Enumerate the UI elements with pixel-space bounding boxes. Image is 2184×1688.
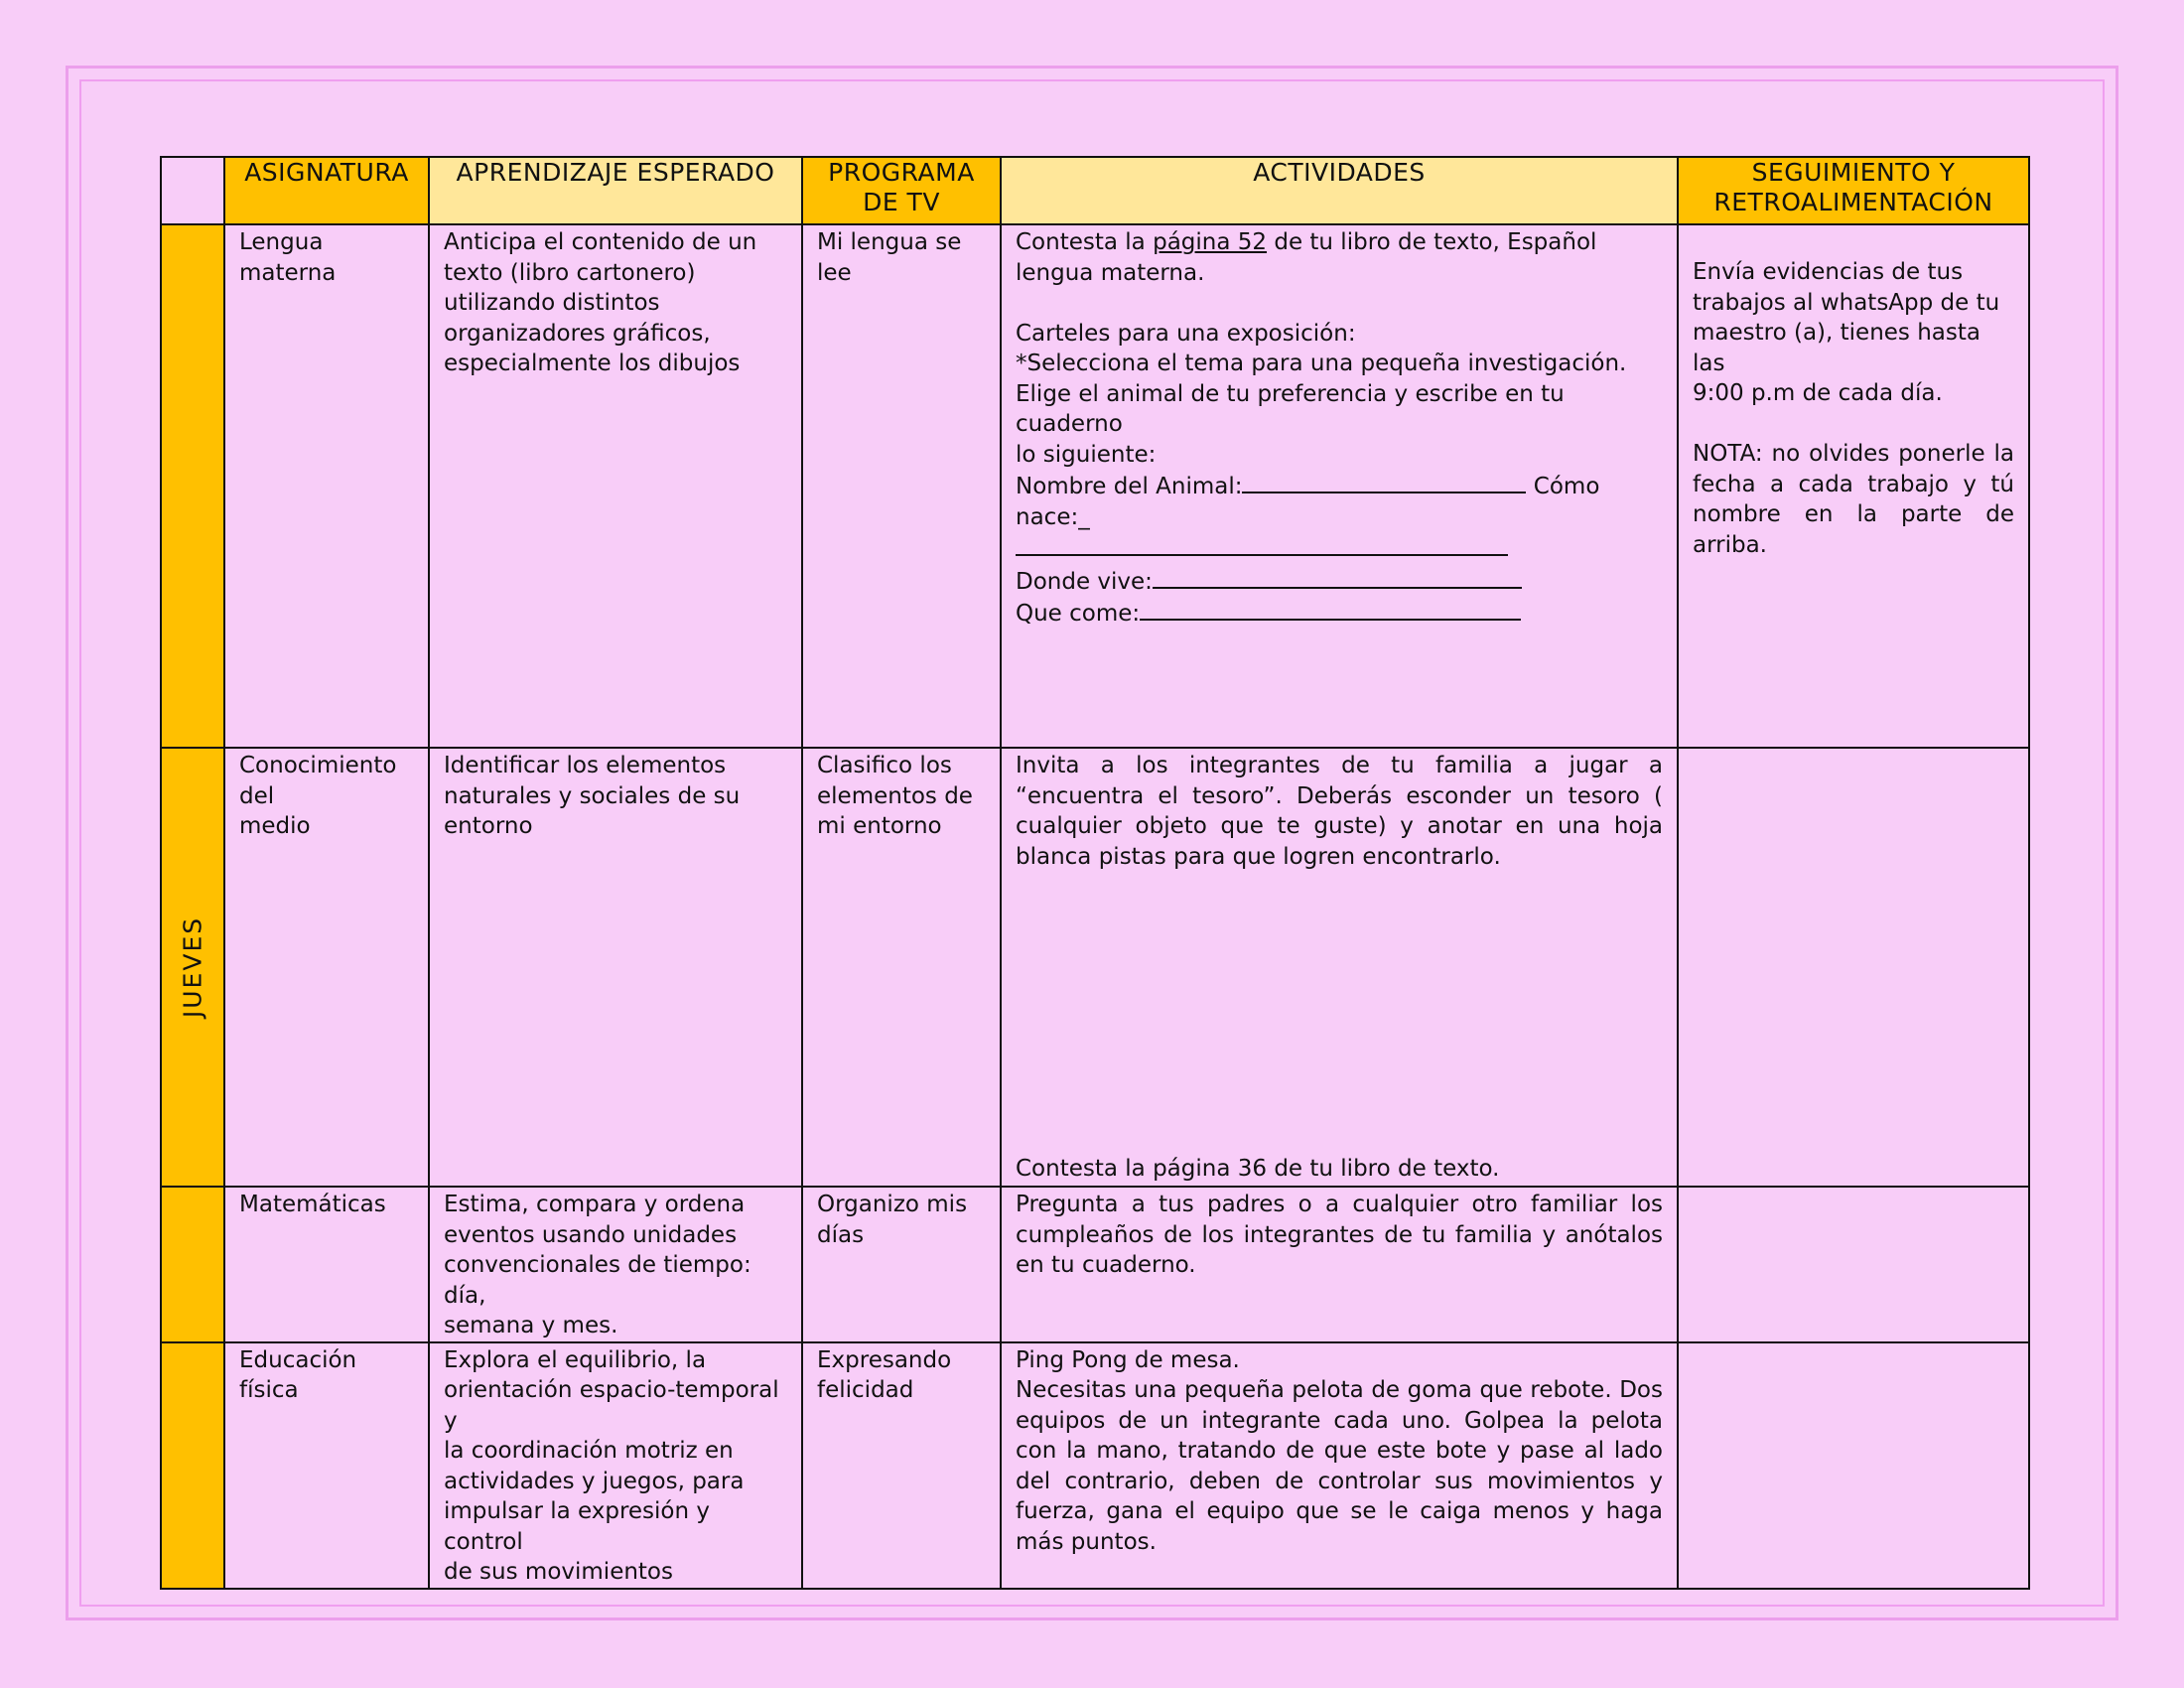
programa-cell <box>802 1187 1001 1342</box>
act-instructions: Carteles para una exposición: *Selecciona el tema para una pequeña investigación. Elige el animal de tu preferencia y escribe en tu cuaderno lo siguiente: <box>1016 320 1627 468</box>
asignatura-text: Educación física <box>239 1346 357 1403</box>
seguimiento-cell <box>1678 1187 2029 1342</box>
actividades-cell <box>1001 1342 1678 1589</box>
actividades-wrapper <box>1002 749 1677 1186</box>
actividades-page-reference: Contesta la página 36 de tu libro de texto. <box>1016 1155 1500 1182</box>
aprendizaje-text: Identificar los elementos naturales y sociales de su entorno <box>444 753 741 839</box>
actividades-cell <box>1001 1187 1678 1342</box>
actividades-cell <box>1001 224 1678 748</box>
seguimiento-instructions: Envía evidencias de tus trabajos al whatsApp de tu maestro (a), tienes hasta las 9:00 p.m de cada día. <box>1693 259 2000 406</box>
table-row <box>161 1187 2029 1342</box>
header-corner <box>161 157 224 224</box>
asignatura-cell <box>224 1187 429 1342</box>
actividades-text: Necesitas una pequeña pelota de goma que rebote. Dos equipos de un integrante cada uno. Golpea la pelota con la mano, tratando de que este bote y pase al lado del contrario, deben de controlar sus movimientos y fuerza, gana el equipo que se le caiga menos y haga más puntos. <box>1016 1377 1663 1555</box>
asignatura-cell <box>224 224 429 748</box>
field-label-come: Que come: <box>1016 601 1141 627</box>
fill-line <box>1016 532 1508 556</box>
table-row <box>161 1342 2029 1589</box>
aprendizaje-cell <box>429 1342 802 1589</box>
seguimiento-cell <box>1678 1342 2029 1589</box>
header-asignatura: ASIGNATURA <box>224 157 429 224</box>
day-column-cell <box>161 748 224 1187</box>
act-text: de tu libro de texto, Español lengua materna. <box>1016 229 1597 286</box>
actividades-cell <box>1001 748 1678 1187</box>
seguimiento-cell <box>1678 748 2029 1187</box>
table-row <box>161 748 2029 1187</box>
fill-line <box>1242 470 1526 493</box>
seguimiento-cell <box>1678 224 2029 748</box>
actividades-title: Ping Pong de mesa. <box>1016 1346 1240 1373</box>
day-column-cell <box>161 224 224 748</box>
programa-text: Expresando felicidad <box>817 1346 952 1403</box>
weekly-plan-table <box>160 156 2030 1590</box>
asignatura-text: Matemáticas <box>239 1192 386 1217</box>
asignatura-text: Conocimiento del medio <box>239 753 397 839</box>
aprendizaje-cell <box>429 748 802 1187</box>
header-actividades: ACTIVIDADES <box>1001 157 1678 224</box>
actividades-text: Invita a los integrantes de tu familia a jugar a “encuentra el tesoro”. Deberás esconder un tesoro ( cualquier objeto que te guste) y anotar en una hoja blanca pistas para que logren encontrarlo. <box>1016 753 1663 870</box>
table-row <box>161 224 2029 748</box>
programa-cell <box>802 748 1001 1187</box>
aprendizaje-text: Estima, compara y ordena eventos usando unidades convencionales de tiempo: día, semana y mes. <box>444 1192 751 1338</box>
fill-line <box>1140 597 1521 621</box>
aprendizaje-text: Explora el equilibrio, la orientación espacio-temporal y la coordinación motriz en actividades y juegos, para impulsar la expresión y control de sus movimientos <box>444 1346 779 1585</box>
programa-cell <box>802 224 1001 748</box>
field-label-nace: Cómo nace:_ <box>1016 474 1600 530</box>
header-row <box>161 157 2029 224</box>
programa-cell <box>802 1342 1001 1589</box>
day-column-cell <box>161 1342 224 1589</box>
asignatura-cell <box>224 1342 429 1589</box>
actividades-block <box>1002 1343 1677 1558</box>
act-text: Contesta la <box>1016 229 1154 255</box>
day-label: JUEVES <box>178 915 207 1019</box>
asignatura-text: Lengua materna <box>239 229 337 286</box>
programa-text: Organizo mis días <box>817 1192 968 1248</box>
header-programa: PROGRAMA DE TV <box>802 157 1001 224</box>
aprendizaje-cell <box>429 224 802 748</box>
field-label-vive: Donde vive: <box>1016 568 1153 595</box>
field-label-animal: Nombre del Animal: <box>1016 474 1243 499</box>
aprendizaje-text: Anticipa el contenido de un texto (libro cartonero) utilizando distintos organizadores gráficos, especialmente los dibujos <box>444 229 757 376</box>
programa-text: Clasifico los elementos de mi entorno <box>817 753 973 839</box>
fill-line <box>1153 565 1522 589</box>
aprendizaje-cell <box>429 1187 802 1342</box>
header-seguimiento: SEGUIMIENTO Y RETROALIMENTACIÓN <box>1678 157 2029 224</box>
actividades-text <box>1002 225 1677 630</box>
seguimiento-note: NOTA: no olvides ponerle la fecha a cada trabajo y tú nombre en la parte de arriba. <box>1693 441 2014 558</box>
page-reference: página 52 <box>1153 229 1268 255</box>
asignatura-cell <box>224 748 429 1187</box>
programa-text: Mi lengua se lee <box>817 229 962 286</box>
actividades-text: Pregunta a tus padres o a cualquier otro familiar los cumpleaños de los integrantes de tu familia y anótalos en tu cuaderno. <box>1016 1192 1663 1278</box>
day-column-cell <box>161 1187 224 1342</box>
seguimiento-text <box>1679 225 2028 560</box>
header-aprendizaje: APRENDIZAJE ESPERADO <box>429 157 802 224</box>
